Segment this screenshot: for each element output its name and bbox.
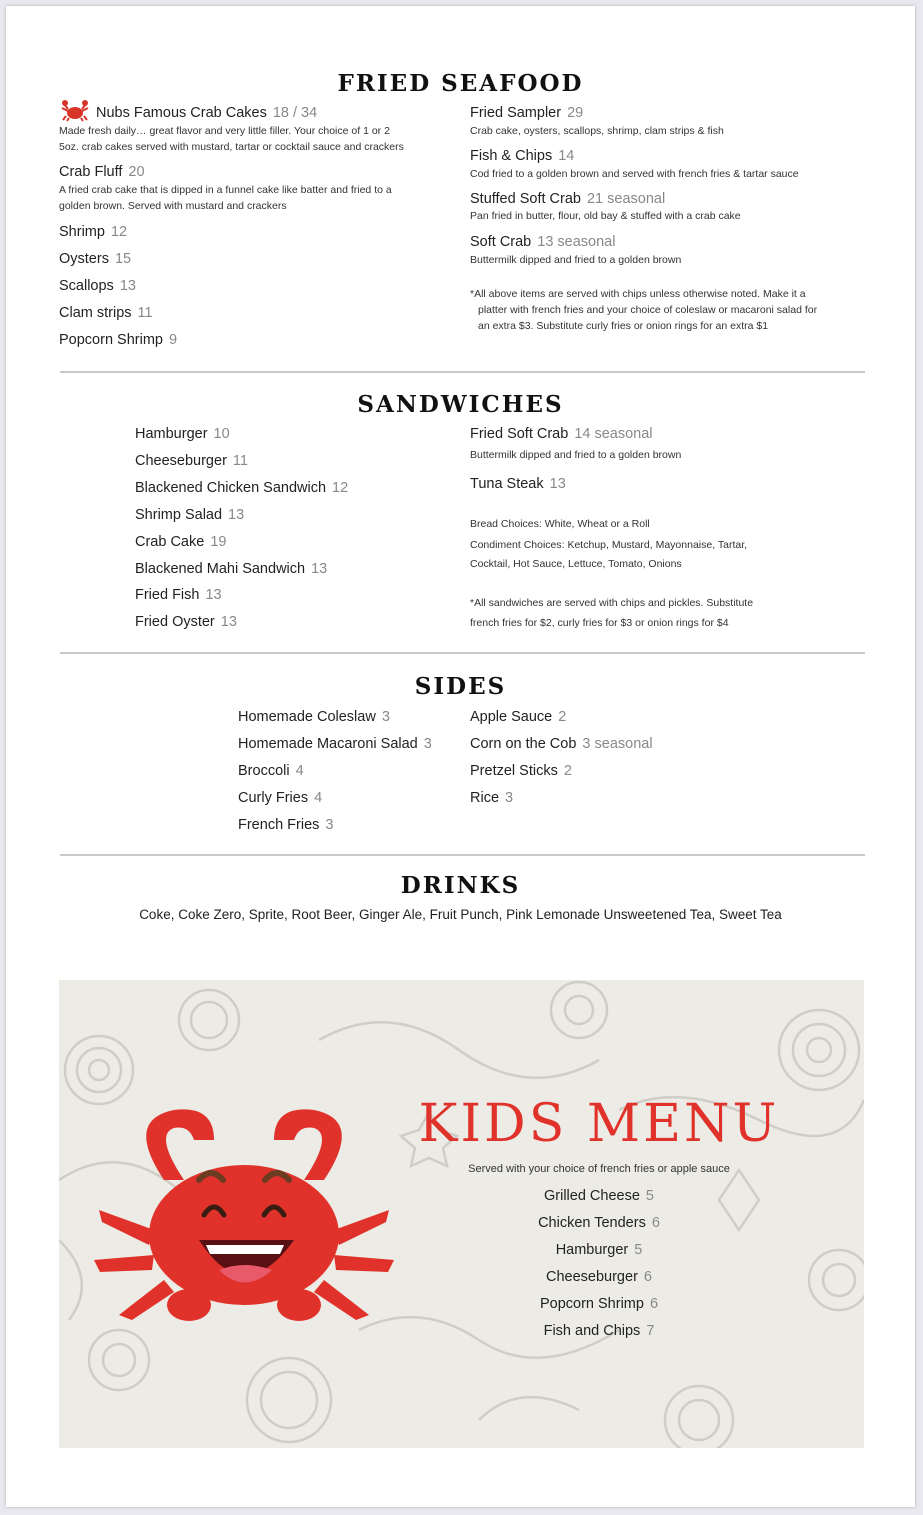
item-name: Grilled Cheese: [544, 1188, 640, 1204]
item-name: Hamburger: [135, 426, 208, 442]
item-name: Popcorn Shrimp: [59, 332, 163, 348]
menu-item: [135, 587, 222, 604]
item-name: Homemade Macaroni Salad: [238, 736, 418, 752]
footnote: *All sandwiches are served with chips and pickles. Substitute: [470, 597, 754, 609]
item-name: Fried Soft Crab: [470, 426, 569, 442]
menu-item: [470, 234, 615, 251]
menu-item: [96, 105, 317, 122]
menu-item: [59, 164, 145, 181]
item-name: Fried Oyster: [135, 614, 215, 630]
item-price: 4: [295, 763, 304, 779]
item-name: Chicken Tenders: [538, 1215, 646, 1231]
footnote: platter with french fries and your choice of coleslaw or macaroni salad for: [478, 304, 818, 316]
item-name: Fish & Chips: [470, 148, 553, 164]
item-name: Fish and Chips: [543, 1323, 641, 1339]
menu-item: [135, 614, 237, 631]
item-name: Shrimp Salad: [135, 507, 223, 523]
item-name: French Fries: [238, 817, 320, 833]
item-name: Fried Sampler: [470, 105, 562, 121]
menu-item: [470, 426, 653, 443]
drinks-list: Coke, Coke Zero, Sprite, Root Beer, Ginger Ale, Fruit Punch, Pink Lemonade Unsweetened Tea, Sweet Tea: [139, 907, 782, 922]
item-price: 11: [232, 453, 248, 469]
item-price: 5: [634, 1242, 643, 1258]
kids-menu-item: [449, 1269, 749, 1285]
crab-mascot-image: [94, 1100, 394, 1330]
item-description: Crab cake, oysters, scallops, shrimp, clam strips & fish: [470, 125, 724, 137]
item-price: 21 seasonal: [586, 191, 666, 207]
item-price: 29: [567, 105, 584, 121]
item-name: Broccoli: [238, 763, 290, 779]
condiment-choices: Cocktail, Hot Sauce, Lettuce, Tomato, Onions: [470, 558, 682, 570]
item-price: 4: [314, 790, 323, 806]
item-price: 11: [137, 305, 153, 321]
menu-item: [135, 507, 244, 524]
menu-item: [470, 191, 665, 208]
menu-item: [470, 105, 583, 122]
menu-item: [135, 534, 226, 551]
item-name: Soft Crab: [470, 234, 532, 250]
menu-item: [238, 736, 432, 753]
sandwiches-heading: SANDWICHES: [357, 391, 564, 418]
item-name: Pretzel Sticks: [470, 763, 558, 779]
item-price: 13: [228, 507, 245, 523]
kids-menu-item: [449, 1296, 749, 1312]
section-divider: [60, 854, 865, 856]
section-divider: [60, 371, 865, 373]
item-description: Made fresh daily… great flavor and very little filler. Your choice of 1 or 2: [59, 125, 390, 137]
item-name: Homemade Coleslaw: [238, 709, 376, 725]
item-price: 15: [114, 251, 132, 267]
item-price: 13 seasonal: [537, 234, 616, 250]
footnote: *All above items are served with chips unless otherwise noted. Make it a: [470, 288, 806, 300]
menu-item: [135, 426, 230, 443]
item-price: 20: [128, 164, 145, 180]
menu-item: [238, 817, 333, 834]
item-description: golden brown. Served with mustard and crackers: [59, 200, 287, 212]
condiment-choices: Condiment Choices: Ketchup, Mustard, Mayonnaise, Tartar,: [470, 539, 748, 551]
bread-choices: Bread Choices: White, Wheat or a Roll: [470, 518, 650, 530]
item-name: Cheeseburger: [546, 1269, 638, 1285]
kids-menu-subtitle: Served with your choice of french fries or apple sauce: [468, 1163, 730, 1175]
kids-menu-panel: [59, 980, 864, 1448]
item-name: Crab Cake: [135, 534, 205, 550]
item-name: Tuna Steak: [470, 476, 544, 492]
item-price: 2: [563, 763, 572, 779]
menu-item: [59, 251, 131, 268]
footnote: an extra $3. Substitute curly fries or onion rings for an extra $1: [478, 320, 769, 332]
item-name: Nubs Famous Crab Cakes: [96, 105, 267, 121]
section-divider: [60, 652, 865, 654]
item-price: 2: [558, 709, 567, 725]
item-name: Apple Sauce: [470, 709, 553, 725]
item-price: 3: [381, 709, 390, 725]
item-description: Buttermilk dipped and fried to a golden brown: [470, 449, 682, 461]
menu-item: [470, 790, 513, 807]
crab-icon: [60, 100, 90, 122]
kids-menu-item: [449, 1242, 749, 1258]
item-name: Cheeseburger: [135, 453, 227, 469]
item-name: Blackened Mahi Sandwich: [135, 561, 306, 577]
item-price: 6: [643, 1269, 652, 1285]
item-price: 14: [558, 148, 575, 164]
menu-item: [238, 763, 304, 780]
item-price: 12: [332, 480, 349, 496]
fried-seafood-heading: FRIED SEAFOOD: [337, 70, 584, 97]
kids-menu-item: [449, 1215, 749, 1231]
menu-item: [59, 278, 136, 295]
menu-page: [6, 6, 915, 1507]
item-price: 14 seasonal: [574, 426, 653, 442]
item-price: 13: [549, 476, 566, 492]
item-price: 5: [645, 1188, 654, 1204]
item-name: Clam strips: [59, 305, 132, 321]
item-price: 6: [651, 1215, 660, 1231]
menu-item: [135, 480, 348, 497]
item-price: 19: [210, 534, 227, 550]
item-description: Pan fried in butter, flour, old bay & stuffed with a crab cake: [470, 210, 741, 222]
item-description: A fried crab cake that is dipped in a funnel cake like batter and fried to a: [59, 184, 392, 196]
menu-item: [135, 561, 327, 578]
item-price: 10: [213, 426, 230, 442]
item-name: Hamburger: [555, 1242, 629, 1258]
menu-item: [470, 148, 574, 165]
item-price: 13: [311, 561, 328, 577]
menu-item: [470, 763, 572, 780]
menu-item: [59, 305, 153, 322]
item-name: Crab Fluff: [59, 164, 123, 180]
item-price: 3: [325, 817, 334, 833]
menu-item: [59, 332, 177, 349]
kids-menu-title: KIDS MENU: [418, 1094, 780, 1154]
item-price: 9: [168, 332, 178, 348]
item-name: Scallops: [59, 278, 114, 294]
item-price: 13: [205, 587, 222, 603]
item-name: Popcorn Shrimp: [539, 1296, 644, 1312]
item-name: Shrimp: [59, 224, 105, 240]
item-price: 6: [649, 1296, 659, 1312]
kids-menu-item: [449, 1323, 749, 1339]
menu-item: [59, 224, 127, 241]
item-name: Rice: [470, 790, 500, 806]
item-price: 7: [646, 1323, 655, 1339]
menu-item: [135, 453, 248, 470]
item-name: Stuffed Soft Crab: [470, 191, 581, 207]
sides-heading: SIDES: [414, 673, 507, 700]
item-price: 3 seasonal: [582, 736, 653, 752]
menu-item: [238, 709, 390, 726]
drinks-heading: DRINKS: [400, 872, 521, 899]
item-name: Oysters: [59, 251, 109, 267]
item-price: 3: [505, 790, 514, 806]
item-description: 5oz. crab cakes served with mustard, tartar or cocktail sauce and crackers: [59, 141, 404, 153]
menu-item: [470, 736, 653, 753]
item-name: Curly Fries: [238, 790, 309, 806]
kids-menu-item: [449, 1188, 749, 1204]
item-price: 13: [220, 614, 237, 630]
footnote: french fries for $2, curly fries for $3 or onion rings for $4: [470, 617, 729, 629]
item-price: 3: [423, 736, 432, 752]
item-price: 12: [110, 224, 128, 240]
item-name: Corn on the Cob: [470, 736, 577, 752]
menu-item: [470, 476, 566, 493]
menu-item: [238, 790, 322, 807]
item-name: Fried Fish: [135, 587, 200, 603]
item-price: 13: [119, 278, 136, 294]
item-name: Blackened Chicken Sandwich: [135, 480, 327, 496]
item-description: Cod fried to a golden brown and served with french fries & tartar sauce: [470, 168, 799, 180]
menu-item: [470, 709, 566, 726]
item-price: 18 / 34: [272, 105, 318, 121]
item-description: Buttermilk dipped and fried to a golden brown: [470, 254, 682, 266]
